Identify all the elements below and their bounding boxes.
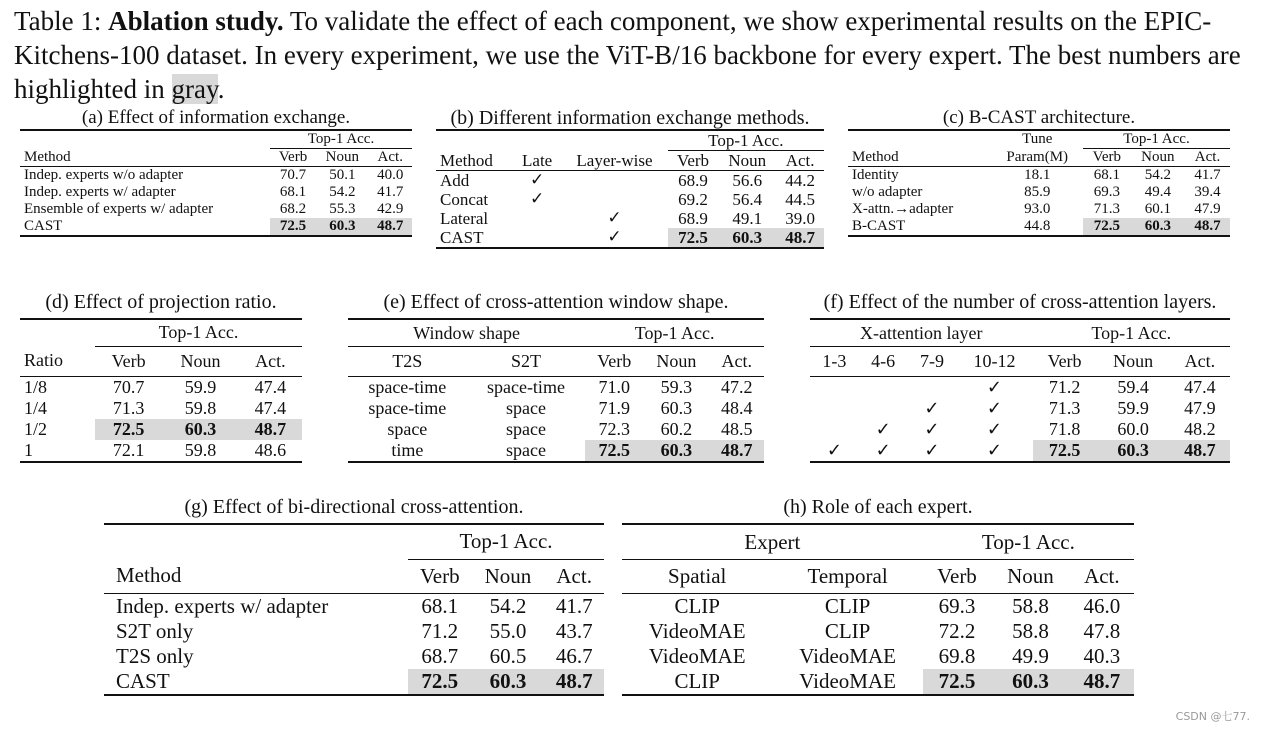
caption-text: To validate the effect of each component, we show experimental results on the EPIC-Kitchens-100 dataset. In every experiment, we use the ViT-B/16 backbone for every expert. The best numbers are highlighted in [14, 6, 1241, 104]
cell: CAST [20, 218, 270, 236]
table-a-header: Act. [377, 149, 403, 165]
cell: 50.1 [316, 167, 368, 185]
table-c-title: (c) B-CAST architecture. [942, 107, 1136, 128]
cell: CLIP [622, 669, 772, 695]
cell: 44.5 [785, 190, 815, 209]
table-c-header: Param(M) [1006, 148, 1069, 165]
cell: 58.8 [991, 594, 1070, 620]
table-h-title: (h) Role of each expert. [783, 496, 973, 518]
table-f-group1: X-attention layer [810, 319, 1033, 347]
check-icon: ✓ [986, 419, 1002, 440]
cell: 59.9 [162, 376, 239, 398]
table-a-group: Top-1 Acc. [270, 130, 412, 149]
table-f-header: 4-6 [871, 351, 896, 371]
table-h [622, 495, 1134, 696]
table-row [20, 419, 302, 440]
table-e-group1: Window shape [348, 319, 585, 347]
cell: 40.0 [369, 167, 412, 185]
cell: 68.1 [408, 593, 471, 619]
table-e-header: Act. [721, 351, 752, 371]
cell: 47.2 [709, 377, 764, 399]
table-g-group: Top-1 Acc. [408, 524, 604, 559]
best-cell: 72.5 [95, 419, 162, 440]
check-icon: ✓ [875, 419, 891, 440]
best-cell: 72.5 [270, 218, 316, 236]
cell: 59.8 [184, 397, 217, 418]
cell: 70.7 [270, 167, 316, 185]
table-row [622, 594, 1134, 620]
check-icon: ✓ [530, 189, 545, 209]
cell: 47.4 [239, 376, 302, 398]
table-g-header: Act. [556, 563, 592, 588]
table-b-title: (b) Different information exchange methods. [450, 107, 810, 129]
cell: 71.9 [598, 398, 630, 418]
cell: VideoMAE [648, 644, 746, 668]
best-cell: 48.7 [239, 419, 302, 440]
table-f-group2: Top-1 Acc. [1033, 319, 1230, 347]
best-cell: 48.7 [1070, 669, 1134, 695]
cell: 72.1 [95, 440, 162, 462]
cell: 47.4 [254, 397, 287, 418]
table-h-header: Act. [1084, 564, 1120, 588]
table-a-title: (a) Effect of information exchange. [81, 107, 351, 128]
cell: 58.8 [1012, 619, 1049, 643]
cell: 55.0 [489, 618, 527, 643]
table-g-header: Verb [419, 563, 460, 588]
table-b [436, 107, 824, 249]
table-row [348, 440, 764, 462]
table-g-header: Noun [484, 563, 532, 588]
table-row [104, 593, 604, 619]
caption-bold: Ablation study. [108, 6, 284, 36]
table-h-header: Spatial [668, 564, 727, 588]
cell: T2S only [116, 643, 194, 668]
table-h-header: Noun [1007, 564, 1054, 588]
cell: S2T only [116, 618, 194, 643]
cell: 85.9 [1024, 184, 1051, 200]
cell: 71.2 [421, 618, 459, 643]
table-row [20, 376, 302, 398]
cell: 68.1 [1083, 167, 1131, 185]
caption-label: Table 1: [14, 6, 102, 36]
table-row [622, 669, 1134, 695]
table-f-header: 1-3 [822, 351, 847, 371]
table-g [104, 495, 604, 696]
cell: 71.3 [1048, 398, 1081, 418]
cell: 68.1 [279, 184, 307, 200]
cell: 59.4 [1097, 377, 1170, 399]
cell: 93.0 [1024, 201, 1051, 217]
best-cell: 60.3 [316, 218, 368, 236]
caption-end: . [217, 74, 225, 104]
cell: 54.2 [472, 593, 545, 619]
cell: 68.2 [279, 201, 307, 217]
cell: 41.7 [377, 184, 404, 200]
table-e-header: Verb [597, 351, 632, 371]
cell: 71.3 [112, 397, 145, 418]
cell: 47.9 [1184, 398, 1216, 418]
check-icon: ✓ [607, 208, 622, 228]
table-a [20, 107, 412, 237]
cell: VideoMAE [799, 644, 896, 668]
table-f-header: 10-12 [973, 351, 1016, 371]
table-row [20, 440, 302, 462]
check-icon [561, 171, 667, 191]
table-e-title: (e) Effect of cross-attention window shape. [383, 291, 729, 313]
cell: CAST [436, 228, 513, 248]
cell: 70.7 [95, 376, 162, 398]
table-row [810, 419, 1230, 440]
cell: Indep. experts w/o adapter [20, 167, 270, 185]
best-cell: 72.5 [1033, 440, 1097, 462]
best-cell: 48.7 [1185, 218, 1230, 236]
cell: w/o adapter [852, 184, 923, 200]
table-d [20, 290, 302, 463]
cell: space-time [348, 377, 467, 399]
cell: time [348, 440, 467, 462]
table-row [848, 218, 1230, 236]
cell: space [387, 419, 428, 439]
cell: Lateral [440, 209, 489, 228]
table-row [348, 398, 764, 419]
cell: 59.8 [162, 440, 239, 462]
table-f-header: Noun [1113, 351, 1154, 371]
cell: 47.9 [1194, 201, 1221, 217]
check-icon: ✓ [561, 228, 667, 248]
table-b-header: Late [522, 150, 553, 170]
cell: 56.4 [732, 190, 763, 209]
cell: 49.4 [1144, 184, 1171, 200]
best-cell: 48.7 [544, 669, 604, 695]
cell: 60.5 [489, 643, 527, 668]
table-f-header: Verb [1047, 351, 1082, 371]
cell: CAST [104, 669, 408, 695]
cell: 68.9 [678, 209, 708, 228]
cell: 47.4 [1170, 377, 1230, 399]
best-cell: 48.7 [709, 440, 764, 462]
cell: Add [436, 171, 513, 191]
check-icon [908, 377, 957, 399]
cell: 39.0 [785, 209, 815, 228]
best-cell: 72.5 [1083, 218, 1131, 236]
cell: Concat [440, 190, 489, 209]
cell: 69.8 [938, 644, 976, 668]
table-e [348, 290, 764, 463]
best-cell: 60.3 [1097, 440, 1170, 462]
best-cell: 60.3 [1131, 218, 1185, 236]
cell: Indep. experts w/ adapter [24, 184, 176, 200]
table-b-header: Verb [676, 151, 710, 170]
best-cell: 60.3 [472, 669, 545, 695]
table-row [436, 209, 824, 228]
table-d-group: Top-1 Acc. [95, 319, 302, 346]
check-icon [561, 190, 667, 209]
check-icon: ✓ [859, 440, 908, 462]
best-cell: 60.3 [718, 228, 776, 248]
best-cell: 72.5 [408, 669, 471, 695]
cell: 46.0 [1070, 594, 1134, 620]
table-c-header: Verb [1092, 149, 1121, 165]
table-c-header: Noun [1141, 149, 1175, 165]
table-row [348, 419, 764, 440]
cell: Identity [848, 167, 991, 185]
cell: X-attn.→adapter [852, 201, 954, 217]
cell: 69.2 [678, 190, 708, 209]
table-h-header: Temporal [807, 564, 888, 588]
table-row [20, 218, 412, 236]
table-c-header: Method [852, 148, 899, 165]
check-icon [859, 377, 908, 399]
table-h-group2: Top-1 Acc. [923, 524, 1134, 560]
cell: 18.1 [991, 167, 1083, 185]
cell: 47.8 [1083, 619, 1121, 643]
check-icon [859, 398, 908, 419]
table-row [436, 190, 824, 209]
cell: 60.1 [1144, 201, 1171, 217]
cell: 59.3 [643, 377, 709, 399]
cell: 44.8 [991, 218, 1083, 236]
check-icon [513, 209, 561, 228]
table-row [848, 201, 1230, 218]
cell: CLIP [824, 619, 871, 643]
cell: 1 [20, 440, 95, 462]
cell: 49.1 [732, 209, 763, 228]
check-icon: ✓ [956, 377, 1032, 399]
cell: space [467, 440, 586, 462]
table-row [20, 167, 412, 185]
table-f [810, 290, 1230, 463]
table-b-header: Layer-wise [576, 150, 653, 170]
table-g-header: Method [116, 563, 182, 588]
best-cell: 72.5 [668, 228, 719, 248]
best-cell: 72.5 [585, 440, 643, 462]
table-row [436, 228, 824, 248]
table-a-header: Noun [325, 149, 359, 165]
cell: B-CAST [848, 218, 991, 236]
cell: CLIP [622, 594, 772, 620]
check-icon: ✓ [956, 440, 1032, 462]
cell: 44.2 [776, 171, 824, 191]
table-h-header: Verb [937, 564, 977, 588]
cell: CLIP [772, 594, 922, 620]
cell: 48.2 [1184, 419, 1216, 439]
table-d-header: Verb [111, 350, 146, 371]
cell: Ensemble of experts w/ adapter [24, 201, 214, 217]
table-row [20, 201, 412, 218]
table-f-header: Act. [1184, 351, 1216, 371]
cell: 60.0 [1117, 419, 1149, 439]
cell: 60.3 [660, 398, 693, 418]
cell: 68.9 [668, 171, 719, 191]
check-icon: ✓ [924, 419, 940, 440]
table-e-header: Noun [656, 351, 697, 371]
caption-gray-word: gray [171, 74, 218, 104]
table-d-header: Ratio [24, 350, 63, 371]
cell: 56.6 [718, 171, 776, 191]
cell: 41.7 [1185, 167, 1230, 185]
table-c-header: Act. [1194, 149, 1221, 165]
cell: 69.3 [1093, 184, 1120, 200]
cell: space [505, 419, 546, 439]
cell: 1/4 [24, 397, 48, 418]
cell: 69.3 [923, 594, 991, 620]
cell: 1/2 [24, 418, 48, 439]
cell: 48.4 [720, 398, 753, 418]
check-icon: ✓ [924, 398, 940, 419]
table-c-group: Top-1 Acc. [1083, 130, 1230, 149]
table-b-header: Act. [785, 151, 815, 170]
cell: 72.3 [598, 419, 630, 439]
table-row [810, 377, 1230, 399]
cell: 1/8 [20, 376, 95, 398]
best-cell: 48.7 [1170, 440, 1230, 462]
check-icon: ✓ [908, 440, 957, 462]
table-h-group1: Expert [622, 524, 923, 560]
table-d-title: (d) Effect of projection ratio. [45, 291, 277, 313]
cell: 54.2 [329, 184, 356, 200]
best-cell: 60.3 [991, 669, 1070, 695]
table-row [622, 619, 1134, 644]
cell: VideoMAE [772, 669, 922, 695]
best-cell: 72.5 [923, 669, 991, 695]
table-e-group2: Top-1 Acc. [585, 319, 764, 347]
cell: 49.9 [1012, 644, 1049, 668]
best-cell: 60.3 [643, 440, 709, 462]
table-a-header: Method [24, 148, 71, 165]
cell: 71.3 [1093, 201, 1120, 217]
table-row [20, 184, 412, 201]
table-b-group: Top-1 Acc. [668, 130, 824, 151]
table-row [20, 398, 302, 419]
table-row [810, 398, 1230, 419]
table-d-header: Noun [180, 350, 221, 371]
table-a-header: Verb [278, 149, 308, 165]
watermark: CSDN @七77. [1175, 710, 1250, 723]
cell: 39.4 [1194, 184, 1221, 200]
cell: space-time [467, 377, 586, 399]
cell: 59.9 [1117, 398, 1149, 418]
cell: 46.7 [555, 643, 593, 668]
cell: space [505, 398, 546, 418]
check-icon: ✓ [810, 440, 859, 462]
table-row [436, 171, 824, 191]
check-icon [810, 377, 859, 399]
cell: 43.7 [555, 618, 593, 643]
table-d-header: Act. [255, 350, 286, 371]
cell: VideoMAE [648, 619, 746, 643]
cell: 72.2 [938, 619, 976, 643]
table-row [348, 377, 764, 399]
cell: 48.5 [720, 419, 753, 439]
check-icon: ✓ [986, 398, 1002, 419]
table-row [104, 619, 604, 644]
table-c-tune: Tune [991, 130, 1083, 149]
cell: 42.9 [377, 201, 404, 217]
table-f-title: (f) Effect of the number of cross-attention layers. [823, 291, 1217, 313]
best-cell: 48.7 [369, 218, 412, 236]
table-e-header: S2T [510, 351, 541, 371]
table-g-title: (g) Effect of bi-directional cross-attention. [184, 496, 524, 518]
cell: 41.7 [544, 593, 604, 619]
cell: 71.0 [585, 377, 643, 399]
cell: 48.6 [239, 440, 302, 462]
cell: 68.7 [421, 643, 459, 668]
table-c [848, 107, 1230, 237]
table-row [104, 644, 604, 669]
table-row [104, 669, 604, 695]
table-caption [14, 4, 1254, 106]
cell: 71.2 [1033, 377, 1097, 399]
cell: 60.2 [660, 419, 693, 439]
cell: 54.2 [1131, 167, 1185, 185]
best-cell: 48.7 [776, 228, 824, 248]
table-f-header: 7-9 [919, 351, 944, 371]
check-icon [810, 419, 859, 440]
table-e-header: T2S [392, 351, 423, 371]
cell: space-time [368, 398, 447, 418]
cell: 71.8 [1048, 419, 1081, 439]
best-cell: 60.3 [162, 419, 239, 440]
table-row [622, 644, 1134, 669]
cell: Indep. experts w/ adapter [104, 593, 408, 619]
table-row [810, 440, 1230, 462]
cell: 40.3 [1083, 644, 1121, 668]
table-row [848, 184, 1230, 201]
check-icon [513, 228, 561, 248]
check-icon: ✓ [513, 171, 561, 191]
check-icon [810, 398, 859, 419]
table-b-header: Method [440, 150, 493, 170]
cell: 55.3 [329, 201, 356, 217]
table-b-header: Noun [728, 151, 767, 170]
table-row [848, 167, 1230, 185]
